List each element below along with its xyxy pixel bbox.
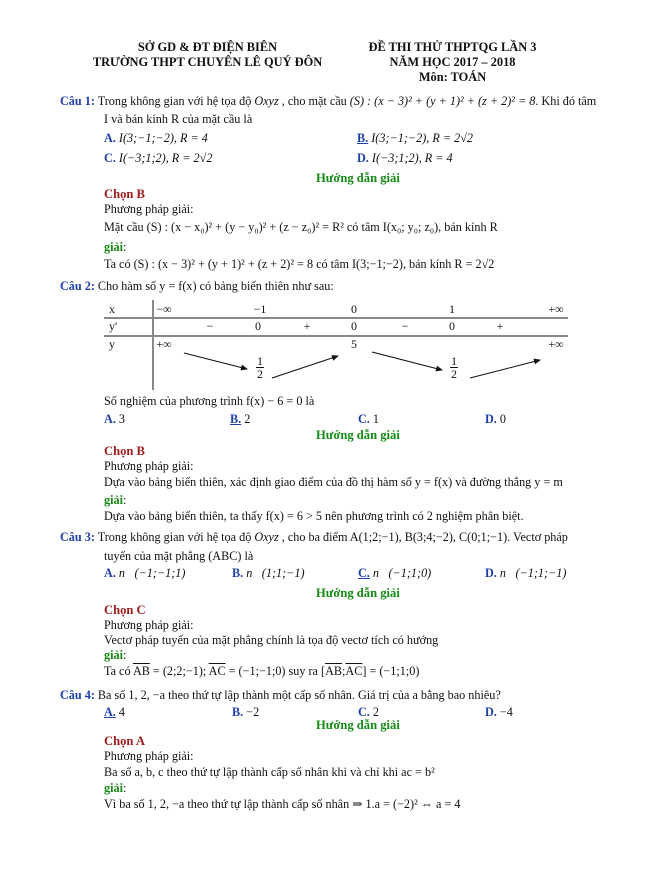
x-value: +∞ <box>548 302 564 316</box>
q3-text: Trong không gian với hệ tọa độ <box>94 530 255 544</box>
option-letter: B. <box>357 131 369 145</box>
option-text: 3 <box>115 412 125 426</box>
q1-option-d[interactable] <box>357 151 453 166</box>
q4-option-d[interactable] <box>485 705 513 720</box>
q3-method: Vectơ pháp tuyến của mặt phẳng chính là tọa độ vectơ tích có hướng <box>104 633 439 647</box>
q1-oxyz: Oxyz <box>254 94 279 108</box>
q3-guide-title: Hướng dẫn giải <box>316 586 400 600</box>
option-text: I(−3;1;2), R = 2√2 <box>118 151 213 165</box>
option-letter: C. <box>358 566 370 580</box>
solution-label: giải <box>104 648 123 662</box>
x-value: 1 <box>449 302 455 316</box>
q2-choose: Chọn B <box>104 444 145 458</box>
option-letter: C. <box>358 705 370 719</box>
solution-label: giải <box>104 781 123 795</box>
fraction-denominator: 2 <box>257 367 263 381</box>
q1-line2: I và bán kính R của mặt cầu là <box>104 112 253 126</box>
arrow-decreasing <box>372 352 442 370</box>
option-text: I(−3;1;2), R = 4 <box>371 151 453 165</box>
row-label-x: x <box>109 302 115 316</box>
solution-label: giải <box>104 493 123 507</box>
option-text: −4 <box>496 705 513 719</box>
arrow-increasing <box>470 360 540 378</box>
q2-question: Số nghiệm của phương trình f(x) − 6 = 0 là <box>104 394 315 408</box>
q1-text-b: , cho mặt cầu <box>278 94 350 108</box>
q3-text-b: , cho ba điểm A(1;2;−1), B(3;4;−2), C(0;1;−1). Vectơ pháp <box>278 530 568 544</box>
option-text: 4 <box>115 705 125 719</box>
q1-equation: (S) : (x − 3)² + (y + 1)² + (z + 2)² = 8 <box>349 94 536 108</box>
q4-option-b[interactable] <box>232 705 259 720</box>
q1-option-b[interactable] <box>357 131 473 146</box>
q1-guide-title: Hướng dẫn giải <box>316 171 400 185</box>
option-letter: A. <box>104 131 116 145</box>
option-letter: A. <box>104 412 116 426</box>
q3-method-label: Phương pháp giải: <box>104 618 194 632</box>
vector-ab: $\overline{AB}$ <box>132 664 150 678</box>
q3-sol-text: Ta có <box>104 664 133 678</box>
option-text: 2 <box>369 705 379 719</box>
q2-solution: Dựa vào bảng biến thiên, ta thấy f(x) = 6 > 5 nên phương trình có 2 nghiệm phân biệt. <box>104 509 524 523</box>
option-letter: C. <box>358 412 370 426</box>
q2-guide-title: Hướng dẫn giải <box>316 428 400 442</box>
derivative-zero: 0 <box>255 319 261 333</box>
option-letter: C. <box>104 151 116 165</box>
q4-solution-label: giải: <box>104 781 127 795</box>
q3-sol-text: = (−1;−1;0) suy ra [ <box>225 664 326 678</box>
header-department: SỞ GD & ĐT ĐIỆN BIÊN <box>137 40 278 54</box>
q4-solution: Vì ba số 1, 2, −a theo thứ tự lập thành cấp số nhân ⇒ 1.a = (−2)² ⇔ a = 4 <box>104 797 461 811</box>
y-value: 5 <box>351 337 357 351</box>
q2-option-a[interactable] <box>104 412 125 427</box>
solution-label: giải <box>104 240 123 254</box>
derivative-zero: 0 <box>449 319 455 333</box>
question-label: Câu 2: <box>60 279 95 293</box>
option-text: n⃗(−1;1;−1) <box>496 566 567 580</box>
q3-option-c[interactable] <box>358 566 431 581</box>
option-letter: D. <box>357 151 369 165</box>
q2-method-label: Phương pháp giải: <box>104 459 194 473</box>
q1-option-a[interactable] <box>104 131 208 146</box>
q3-choose: Chọn C <box>104 603 146 617</box>
question-2-stem <box>60 279 334 294</box>
q3-oxyz: Oxyz <box>254 530 279 544</box>
q3-solution: Ta có $\overline{AB}$ = (2;2;−1); $\overline{AC}$ = (−1;−1;0) suy ra $[\overline{AB};\overline{AC}]$ = (−1;1;0) <box>104 664 420 678</box>
option-text: 1 <box>369 412 379 426</box>
option-text: n⃗(−1;−1;1) <box>115 566 186 580</box>
option-letter: D. <box>485 412 497 426</box>
question-4-stem <box>60 688 501 703</box>
fraction-numerator: 1 <box>451 354 457 368</box>
derivative-zero: 0 <box>351 319 357 333</box>
q4-text: Ba số 1, 2, −a theo thứ tự lập thành một cấp số nhân. Giá trị của a bằng bao nhiêu? <box>94 688 501 702</box>
q1-method: Mặt cầu (S) : (x − x₀)² + (y − y₀)² + (z − z₀)² = R² có tâm I(x₀; y₀; z₀), bán kính R <box>104 220 498 234</box>
question-label: Câu 3: <box>60 530 95 544</box>
x-value: −∞ <box>156 302 172 316</box>
q1-choose: Chọn B <box>104 187 145 201</box>
derivative-sign: − <box>401 319 409 333</box>
option-letter: D. <box>485 705 497 719</box>
option-text: −2 <box>243 705 260 719</box>
q4-option-a[interactable] <box>104 705 125 720</box>
vector-ac: $\overline{AC}$ <box>208 664 226 678</box>
x-value: 0 <box>351 302 357 316</box>
q1-solution: Ta có (S) : (x − 3)² + (y + 1)² + (z + 2)² = 8 có tâm I(3;−1;−2), bán kính R = 2√2 <box>104 257 495 271</box>
q1-solution-label: giải: <box>104 240 127 254</box>
q4-guide-title: Hướng dẫn giải <box>316 718 400 732</box>
option-letter: A. <box>104 566 116 580</box>
variation-table <box>104 300 568 390</box>
q4-method-label: Phương pháp giải: <box>104 749 194 763</box>
q2-solution-label: giải: <box>104 493 127 507</box>
q3-option-a[interactable] <box>104 566 185 581</box>
row-label-y: y <box>109 337 115 351</box>
q2-option-c[interactable] <box>358 412 379 427</box>
variation-arrows <box>104 300 568 390</box>
option-letter: A. <box>104 705 116 719</box>
q4-method: Ba số a, b, c theo thứ tự lập thành cấp số nhân khi và chỉ khi ac = b² <box>104 765 435 779</box>
option-text: I(3;−1;−2), R = 4 <box>118 131 208 145</box>
question-label: Câu 1: <box>60 94 95 108</box>
header-school: TRƯỜNG THPT CHUYÊN LÊ QUÝ ĐÔN <box>92 55 323 69</box>
question-label: Câu 4: <box>60 688 95 702</box>
option-letter: B. <box>230 412 242 426</box>
y-value: +∞ <box>156 337 172 351</box>
option-text: I(3;−1;−2), R = 2√2 <box>371 131 473 145</box>
option-text: 2 <box>241 412 251 426</box>
q3-solution-label: giải: <box>104 648 127 662</box>
q4-choose: Chọn A <box>104 734 145 748</box>
header-subject: Môn: TOÁN <box>418 70 487 84</box>
q2-option-b[interactable] <box>230 412 250 427</box>
question-1-stem <box>60 94 596 109</box>
option-letter: B. <box>232 705 244 719</box>
y-value: +∞ <box>548 337 564 351</box>
q3-line2: tuyến của mặt phẳng (ABC) là <box>104 549 254 563</box>
row-label-derivative: y' <box>109 319 118 333</box>
vector-ac: $\overline{AC}$ <box>345 664 363 678</box>
option-text: 0 <box>496 412 506 426</box>
option-text: n⃗(1;1;−1) <box>243 566 305 580</box>
q2-option-d[interactable] <box>485 412 506 427</box>
x-value: −1 <box>253 302 267 316</box>
arrow-decreasing <box>184 353 247 369</box>
q2-text: Cho hàm số y = f(x) có bảng biến thiên như sau: <box>94 279 334 293</box>
q1-text-c: . Khi đó tâm <box>535 94 597 108</box>
q3-option-d[interactable] <box>485 566 566 581</box>
derivative-sign: − <box>206 319 214 333</box>
q1-text: Trong không gian với hệ tọa độ <box>94 94 255 108</box>
q2-method: Dựa vào bảng biến thiên, xác định giao điểm của đồ thị hàm số y = f(x) và đường thẳng y = m <box>104 475 563 489</box>
fraction-numerator: 1 <box>257 354 263 368</box>
option-letter: D. <box>485 566 497 580</box>
fraction-denominator: 2 <box>451 367 457 381</box>
q1-option-c[interactable] <box>104 151 212 166</box>
header-school-year: NĂM HỌC 2017 – 2018 <box>389 55 516 69</box>
derivative-sign: + <box>496 319 504 333</box>
arrow-increasing <box>272 356 338 378</box>
derivative-sign: + <box>303 319 311 333</box>
q3-sol-text: ] = (−1;1;0) <box>362 664 420 678</box>
header-exam-title: ĐỀ THI THỬ THPTQG LẦN 3 <box>368 40 537 54</box>
q3-sol-text: = (2;2;−1); <box>149 664 209 678</box>
q1-method-label: Phương pháp giải: <box>104 202 194 216</box>
question-3-stem <box>60 530 568 545</box>
q3-option-b[interactable] <box>232 566 305 581</box>
option-text: n⃗(−1;1;0) <box>369 566 432 580</box>
option-letter: B. <box>232 566 244 580</box>
vector-ab: $\overline{AB}$ <box>325 664 343 678</box>
